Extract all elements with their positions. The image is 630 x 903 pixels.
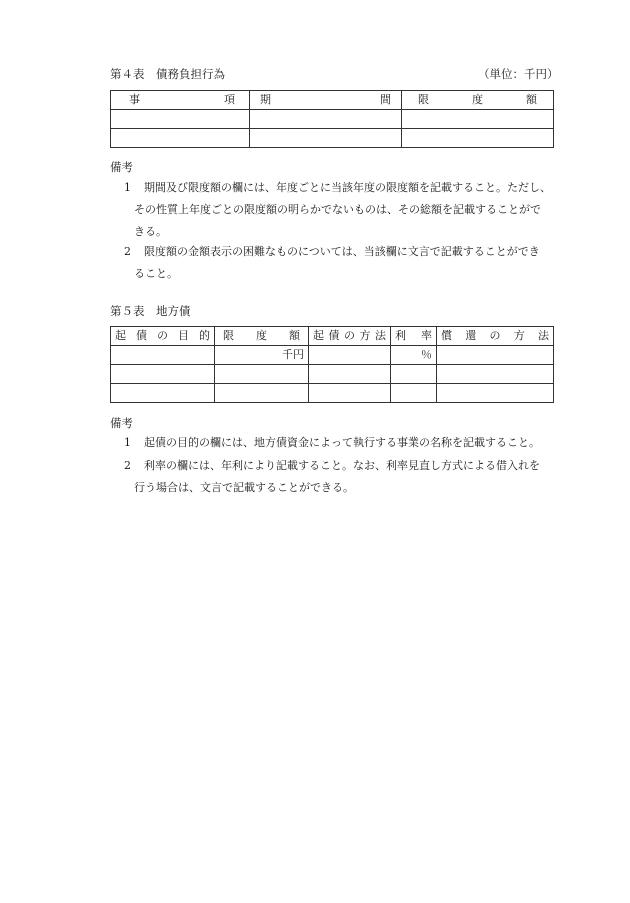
notes5-title: 備考	[110, 416, 133, 430]
table-row	[111, 365, 554, 384]
table-cell	[309, 346, 391, 365]
table-row	[111, 384, 554, 403]
note-line: その性質上年度ごとの限度額の明らかでないものは、その総額を記載することがで	[134, 203, 541, 216]
table-cell	[402, 110, 554, 129]
table-cell	[250, 129, 402, 148]
table-cell	[437, 384, 554, 403]
table-cell	[250, 110, 402, 129]
table-cell	[111, 346, 215, 365]
note-line: 起債の目的の欄には、地方債資金によって執行する事業の名称を記載すること。	[144, 436, 540, 449]
note-line: きる。	[134, 225, 167, 238]
table4-unit: （単位：千円）	[478, 67, 559, 81]
table-cell	[111, 129, 250, 148]
note-number: 2	[124, 245, 131, 258]
table4-header-period: 期 間	[250, 91, 402, 110]
table-cell	[111, 365, 215, 384]
table-cell	[391, 365, 437, 384]
table-cell	[437, 365, 554, 384]
notes4-title: 備考	[110, 160, 133, 174]
table5-header-repayment: 償 還 の 方 法	[437, 327, 554, 346]
table-cell	[391, 384, 437, 403]
note-number: 1	[124, 436, 131, 449]
table5-header-limit: 限 度 額	[215, 327, 309, 346]
table-cell	[111, 110, 250, 129]
notes5-item-2	[124, 455, 574, 499]
note-number: 2	[124, 459, 131, 472]
table-cell	[309, 365, 391, 384]
table5	[110, 326, 554, 403]
table4-header-row	[111, 91, 554, 110]
note-line: 限度額の金額表示の困難なものについては、当該欄に文言で記載することができ	[144, 245, 540, 258]
note-line: ること。	[134, 267, 178, 280]
note-line: 期間及び限度額の欄には、年度ごとに当該年度の限度額を記載すること。ただし、	[144, 181, 551, 194]
table-cell	[215, 365, 309, 384]
table5-header-method: 起 債 の 方 法	[309, 327, 391, 346]
table5-header-row	[111, 327, 554, 346]
notes4-item-2	[124, 241, 564, 285]
note-line: 行う場合は、文言で記載することができる。	[134, 481, 354, 494]
table4-caption: 第４表 債務負担行為	[110, 67, 225, 81]
table5-header-rate: 利 率	[391, 327, 437, 346]
unit-cell: 千円	[215, 346, 309, 365]
table4	[110, 90, 554, 148]
notes4-item-1	[124, 177, 564, 243]
table-cell	[215, 384, 309, 403]
table-cell	[437, 346, 554, 365]
table-row	[111, 129, 554, 148]
table5-caption: 第５表 地方債	[110, 304, 191, 318]
table-cell	[111, 384, 215, 403]
table-cell	[309, 384, 391, 403]
notes5-item-1	[124, 432, 574, 454]
table5-header-purpose: 起 債 の 目 的	[111, 327, 215, 346]
unit-cell: ％	[391, 346, 437, 365]
table4-header-limit: 限 度 額	[402, 91, 554, 110]
note-line: 利率の欄には、年利により記載すること。なお、利率見直し方式による借入れを	[144, 459, 540, 472]
table4-header-item: 事 項	[111, 91, 250, 110]
table-row	[111, 110, 554, 129]
note-number: 1	[124, 181, 131, 194]
table-row	[111, 346, 554, 365]
table-cell	[402, 129, 554, 148]
